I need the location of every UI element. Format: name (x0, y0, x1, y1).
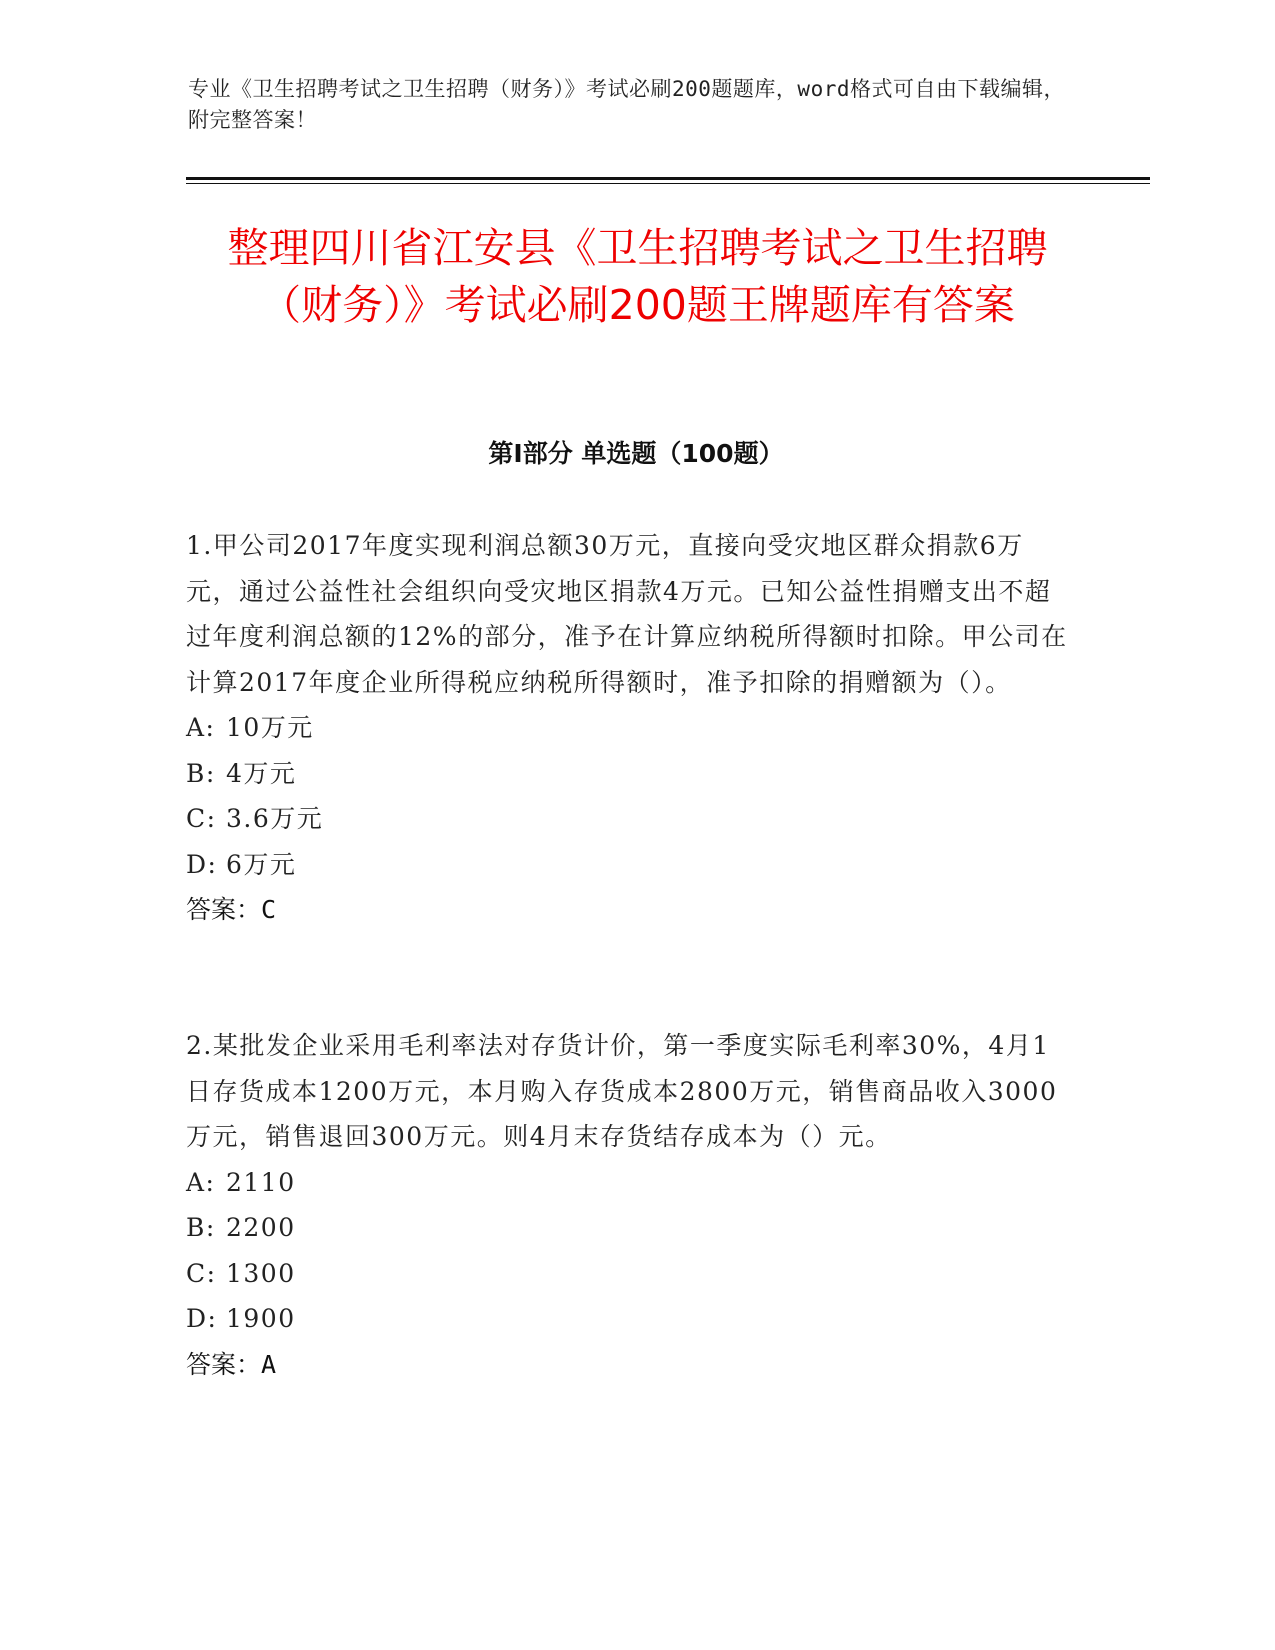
option-label: A: (186, 1167, 216, 1197)
option-label: B: (186, 758, 216, 788)
section-heading: 第I部分 单选题（100题） (488, 439, 784, 468)
option-a (186, 705, 1071, 751)
question-1 (186, 523, 1071, 933)
option-value: 6万元 (226, 849, 297, 879)
option-label: B: (186, 1213, 216, 1242)
document-title: 整理四川省江安县《卫生招聘考试之卫生招聘（财务）》考试必刷200题王牌题库有答案 (227, 224, 1048, 329)
option-b (186, 751, 1071, 797)
option-label: C: (186, 804, 217, 833)
header-rule-thick (186, 177, 1150, 180)
answer-line: 答案：C (186, 895, 277, 924)
answer-line: 答案：A (186, 1349, 277, 1379)
question-2 (186, 1023, 1071, 1387)
option-b (186, 1205, 1071, 1251)
question-text: 2.某批发企业采用毛利率法对存货计价，第一季度实际毛利率30%，4月1日存货成本1200万元，本月购入存货成本2800万元，销售商品收入3000万元，销售退回300万元。则4月末存货结存成本为（）元。 (186, 1031, 1058, 1151)
option-label: A: (186, 713, 216, 742)
option-c (186, 1251, 1071, 1297)
option-value: 1300 (226, 1258, 296, 1288)
header-rule-thin (186, 183, 1150, 184)
question-text: 1.甲公司2017年度实现利润总额30万元，直接向受灾地区群众捐款6万元，通过公益性社会组织向受灾地区捐款4万元。已知公益性捐赠支出不超过年度利润总额的12%的部分，准予在计算应纳税所得额时扣除。甲公司在计算2017年度企业所得税应纳税所得额时，准予扣除的捐赠额为（）。 (186, 531, 1068, 697)
option-label: D: (186, 849, 218, 879)
option-label: D: (186, 1304, 218, 1333)
option-c (186, 796, 1071, 842)
option-d (186, 1296, 1071, 1342)
option-label: C: (186, 1258, 217, 1288)
option-value: 1900 (226, 1304, 296, 1333)
option-value: 2200 (226, 1213, 296, 1242)
option-d (186, 842, 1071, 888)
option-value: 2110 (226, 1167, 296, 1197)
option-value: 10万元 (226, 713, 314, 742)
option-a (186, 1160, 1071, 1206)
option-value: 3.6万元 (226, 804, 324, 833)
header-note: 专业《卫生招聘考试之卫生招聘（财务）》考试必刷200题题库，word格式可自由下载编辑，附完整答案！ (188, 77, 1065, 132)
option-value: 4万元 (226, 758, 297, 788)
